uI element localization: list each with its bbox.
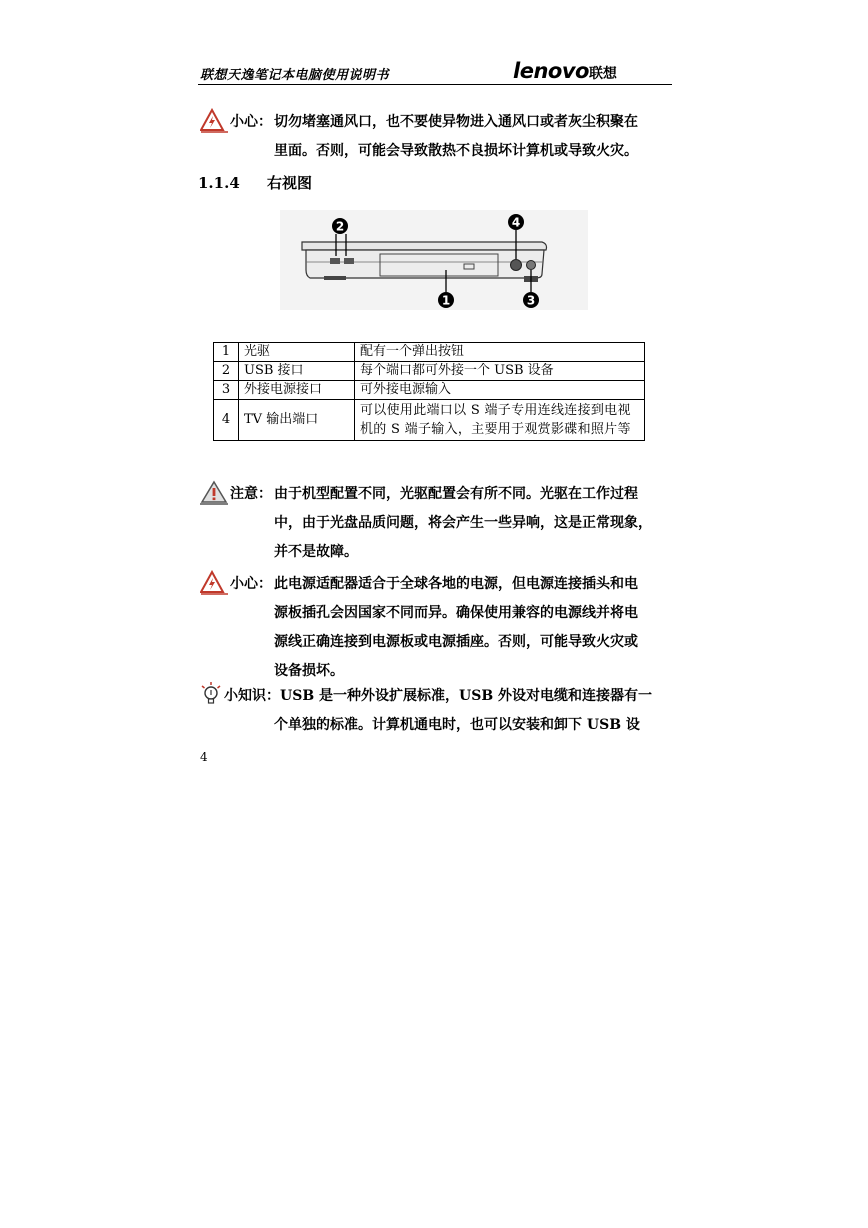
brand-chinese-name: 联想 (588, 66, 617, 82)
caution-warning-icon (200, 108, 228, 134)
callout-4: 4 (511, 215, 521, 230)
table-cell-description: 可外接电源输入 (355, 381, 645, 400)
table-cell-number: 2 (214, 362, 239, 381)
table-cell-description: 可以使用此端口以 S 端子专用连线连接到电视机的 S 端子输入，主要用于观赏影碟和照片等 (355, 400, 645, 441)
callout-1: 1 (441, 293, 451, 308)
tip-label: 小知识： (224, 688, 280, 704)
table-cell-name: TV 输出端口 (239, 400, 355, 441)
caution-label: 小心： (230, 114, 272, 130)
callout-3: 3 (526, 293, 536, 308)
section-number: 1.1.4 (198, 174, 240, 192)
tip-text-line: USB 是一种外设扩展标准，USB 外设对电缆和连接器有一 (280, 688, 653, 704)
table-cell-number: 1 (214, 343, 239, 362)
table-cell-number: 4 (214, 400, 239, 441)
section-title: 右视图 (267, 174, 313, 192)
table-cell-number: 3 (214, 381, 239, 400)
table-row (214, 381, 645, 400)
table-row (214, 400, 645, 441)
page-header (198, 58, 672, 85)
brand-logo (513, 59, 617, 83)
tip-text-line: 个单独的标准。计算机通电时，也可以安装和卸下 USB 设 (274, 717, 640, 733)
notice-text-line: 中，由于光盘品质问题，将会产生一些异响，这是正常现象， (274, 515, 652, 531)
port-description-table (213, 342, 645, 441)
exclamation-warning-icon (200, 480, 228, 506)
table-cell-name: 外接电源接口 (239, 381, 355, 400)
table-row (214, 362, 645, 381)
document-title: 联想天逸笔记本电脑使用说明书 (200, 68, 390, 83)
table-cell-name: 光驱 (239, 343, 355, 362)
callout-2: 2 (335, 219, 345, 234)
page-number: 4 (200, 750, 208, 764)
laptop-right-view-illustration (280, 210, 588, 310)
caution-warning-icon (200, 570, 228, 596)
caution-text-line: 切勿堵塞通风口，也不要使异物进入通风口或者灰尘积聚在 (274, 114, 638, 130)
table-cell-description: 每个端口都可外接一个 USB 设备 (355, 362, 645, 381)
notice-label: 注意： (230, 486, 272, 502)
notice-note-optical-drive (200, 480, 672, 570)
notice-text-line: 由于机型配置不同，光驱配置会有所不同。光驱在工作过程 (274, 486, 638, 502)
notice-text-line: 并不是故障。 (274, 544, 358, 560)
table-cell-description: 配有一个弹出按钮 (355, 343, 645, 362)
caution-text-line: 源板插孔会因国家不同而异。确保使用兼容的电源线并将电 (274, 605, 638, 621)
table-cell-name: USB 接口 (239, 362, 355, 381)
caution-note-power-adapter (200, 570, 672, 688)
caution-text-line: 设备损坏。 (274, 663, 344, 679)
caution-note-ventilation (200, 108, 672, 164)
caution-text-line: 源线正确连接到电源板或电源插座。否则，可能导致火灾或 (274, 634, 638, 650)
caution-text-line: 此电源适配器适合于全球各地的电源，但电源连接插头和电 (274, 576, 638, 592)
caution-label: 小心： (230, 576, 272, 592)
lenovo-wordmark: lenovo (513, 59, 589, 83)
table-row (214, 343, 645, 362)
caution-text-line: 里面。否则，可能会导致散热不良损坏计算机或导致火灾。 (274, 143, 638, 159)
tip-note-usb (200, 682, 672, 742)
section-heading (198, 172, 312, 193)
